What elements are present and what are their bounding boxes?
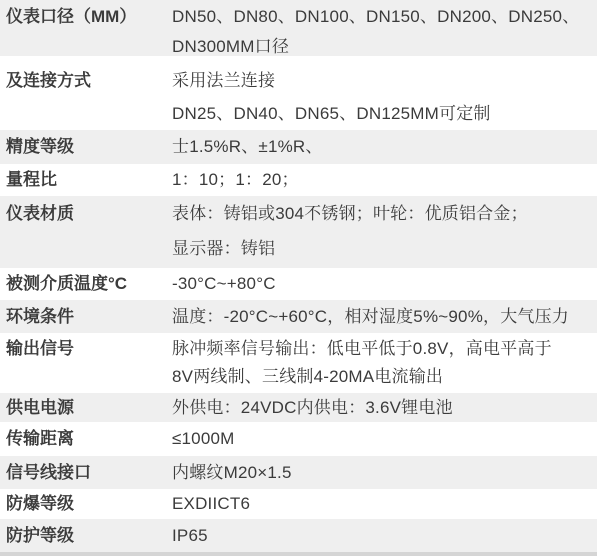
bottom-divider-bar <box>0 552 597 556</box>
spec-value <box>172 300 597 333</box>
table-row <box>0 196 597 268</box>
spec-value-line: 士1.5%R、±1%R、 <box>172 137 323 156</box>
spec-label: 及连接方式 <box>6 71 91 90</box>
spec-label: 精度等级 <box>6 137 74 156</box>
spec-value-line: 脉冲频率信号输出：低电平低于0.8V，高电平高于 <box>172 339 552 358</box>
spec-label: 被测介质温度°C <box>6 274 128 293</box>
spec-label: 量程比 <box>6 170 57 189</box>
spec-value <box>172 56 597 130</box>
spec-label: 仪表材质 <box>6 204 74 223</box>
spec-value <box>172 0 597 56</box>
spec-value-line: 温度：-20°C~+60°C，相对湿度5%~90%，大气压力 <box>172 306 570 326</box>
spec-label: 环境条件 <box>6 306 74 326</box>
spec-value-line: 8V两线制、三线制4-20MA电流输出 <box>172 367 444 386</box>
spec-value-line: -30°C~+80°C <box>172 274 276 293</box>
spec-label: 供电电源 <box>6 397 74 417</box>
spec-value-line: 外供电：24VDC内供电：3.6V锂电池 <box>172 397 453 417</box>
spec-label: 传输距离 <box>6 429 74 448</box>
spec-value-line: 内螺纹M20×1.5 <box>172 462 292 482</box>
table-row <box>0 333 597 393</box>
table-row <box>0 300 597 333</box>
table-row <box>0 519 597 552</box>
spec-value-line: DN50、DN80、DN100、DN150、DN200、DN250、 <box>172 7 580 26</box>
spec-label: 输出信号 <box>6 339 74 358</box>
spec-value-line: ≤1000M <box>172 429 235 448</box>
spec-value-line: 1：10；1：20； <box>172 170 299 189</box>
spec-value <box>172 164 597 196</box>
spec-value <box>172 130 597 164</box>
spec-value <box>172 196 597 268</box>
spec-value <box>172 393 597 422</box>
spec-value-line: DN300MM口径 <box>172 37 290 56</box>
spec-value <box>172 456 597 489</box>
spec-label: 仪表口径（MM） <box>6 7 137 26</box>
spec-label: 防护等级 <box>6 525 74 545</box>
spec-value <box>172 489 597 519</box>
table-row <box>0 422 597 456</box>
table-row <box>0 164 597 196</box>
table-row <box>0 0 597 56</box>
spec-value <box>172 519 597 552</box>
table-row <box>0 456 597 489</box>
spec-value <box>172 333 597 393</box>
spec-value <box>172 422 597 456</box>
spec-value-line: EXDIICT6 <box>172 494 251 513</box>
spec-value-line: 显示器：铸铝 <box>172 239 276 258</box>
spec-value-line: DN25、DN40、DN65、DN125MM可定制 <box>172 104 491 123</box>
table-row <box>0 56 597 130</box>
spec-value-line: 采用法兰连接 <box>172 71 276 90</box>
table-row <box>0 393 597 422</box>
table-row <box>0 489 597 519</box>
spec-label: 防爆等级 <box>6 494 74 513</box>
spec-label: 信号线接口 <box>6 462 91 482</box>
table-row <box>0 268 597 300</box>
spec-value <box>172 268 597 300</box>
spec-value-line: 表体：铸铝或304不锈钢；叶轮：优质铝合金； <box>172 204 528 223</box>
spec-value-line: IP65 <box>172 525 208 545</box>
table-row <box>0 130 597 164</box>
